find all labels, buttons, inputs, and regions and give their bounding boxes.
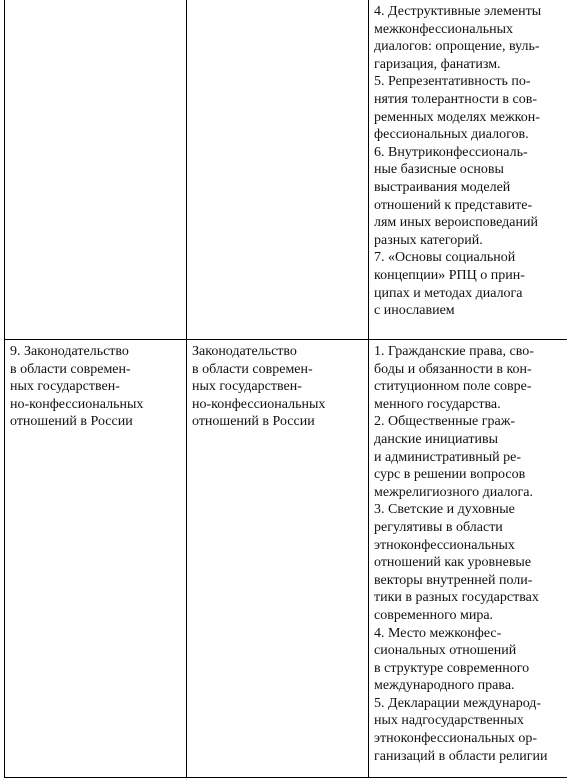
text-line: концепции» РПЦ о прин-	[374, 267, 567, 285]
text-line: 9. Законодательство	[10, 343, 181, 361]
text-line: 7. «Основы социальной	[374, 249, 567, 267]
cell-content	[369, 340, 567, 778]
text-line: данские инициативы	[374, 431, 567, 449]
text-line: 5. Декларации международ-	[374, 695, 567, 713]
text-line: 4. Деструктивные элементы	[374, 3, 567, 21]
text-line: нятия толерантности в сов-	[374, 91, 567, 109]
text-line: в области современ-	[10, 361, 181, 379]
text-line: 3. Светские и духовные	[374, 501, 567, 519]
text-line: межконфессиональных	[374, 21, 567, 39]
text-line: выстраивания моделей	[374, 179, 567, 197]
text-line: регулятивы в области	[374, 519, 567, 537]
text-line: но-конфессиональных	[192, 396, 363, 414]
text-line: ных надгосударственных	[374, 712, 567, 730]
text-line: Законодательство	[192, 343, 363, 361]
text-line: ременных моделях межкон-	[374, 109, 567, 127]
text-line: ципах и методах диалога	[374, 285, 567, 303]
cell-topic	[5, 0, 187, 340]
text-line: международного права.	[374, 677, 567, 695]
text-line: отношений к представите-	[374, 197, 567, 215]
text-line: но-конфессиональных	[10, 396, 181, 414]
text-line: и административный ре-	[374, 449, 567, 467]
text-line: ные базисные основы	[374, 161, 567, 179]
text-line: 6. Внутриконфессиональ-	[374, 144, 567, 162]
text-line: межрелигиозного диалога.	[374, 484, 567, 502]
text-line: боды и обязанности в кон-	[374, 361, 567, 379]
text-line: сиональных отношений	[374, 642, 567, 660]
cell-section	[187, 340, 369, 778]
text-line: векторы внутренней поли-	[374, 572, 567, 590]
text-line: отношений как уровневые	[374, 554, 567, 572]
text-line: современного мира.	[374, 607, 567, 625]
text-line: фессиональных диалогов.	[374, 126, 567, 144]
text-line: гаризация, фанатизм.	[374, 56, 567, 74]
table-row	[5, 0, 567, 340]
text-line: этноконфессиональных ор-	[374, 730, 567, 748]
text-line: 1. Гражданские права, сво-	[374, 343, 567, 361]
text-line: этноконфессиональных	[374, 537, 567, 555]
text-line: 5. Репрезентативность по-	[374, 73, 567, 91]
text-line: с инославием	[374, 302, 567, 320]
text-line: менного государства.	[374, 396, 567, 414]
text-line: в структуре современного	[374, 660, 567, 678]
text-line: разных категорий.	[374, 232, 567, 250]
text-line: диалогов: опрощение, вуль-	[374, 38, 567, 56]
cell-section	[187, 0, 369, 340]
text-line: отношений в России	[192, 413, 363, 431]
text-line: ных государствен-	[192, 378, 363, 396]
curriculum-table	[4, 0, 567, 778]
table-row	[5, 340, 567, 778]
text-line: ституционном поле совре-	[374, 378, 567, 396]
text-line: ганизаций в области религии	[374, 748, 567, 766]
text-line: 2. Общественные граж-	[374, 413, 567, 431]
text-line: лям иных вероисповеданий	[374, 214, 567, 232]
text-line: 4. Место межконфес-	[374, 625, 567, 643]
text-line: тики в разных государствах	[374, 589, 567, 607]
cell-content	[369, 0, 567, 340]
cell-topic	[5, 340, 187, 778]
text-line: ных государствен-	[10, 378, 181, 396]
text-line: отношений в России	[10, 413, 181, 431]
text-line: в области современ-	[192, 361, 363, 379]
text-line: сурс в решении вопросов	[374, 466, 567, 484]
